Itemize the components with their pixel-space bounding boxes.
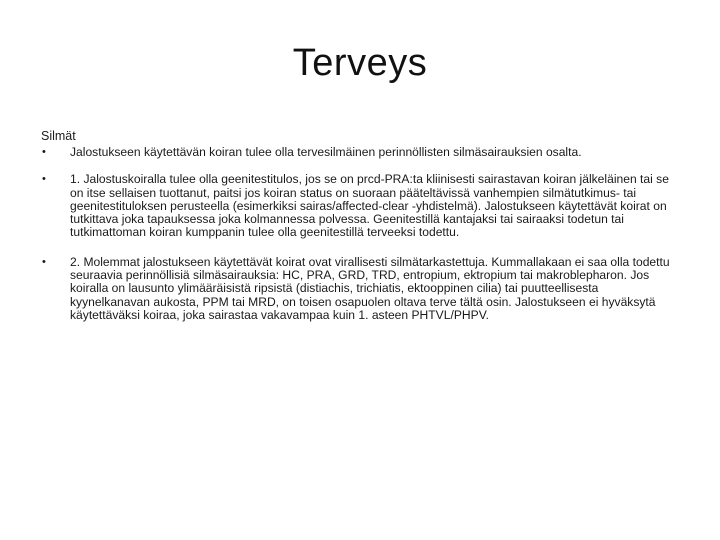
- bullet-text: Jalostukseen käytettävän koiran tulee olla tervesilmäinen perinnöllisten silmäsairauksien osalta.: [70, 145, 582, 159]
- slide-title: Terveys: [292, 42, 428, 84]
- bullet-text: 1. Jalostuskoiralla tulee olla geenitestitulos, jos se on prcd-PRA:ta kliinisesti sairastavan koiran jälkeläinen tai se on itse sellaisen tuottanut, paitsi jos koiran status on suoraan pääteltävissä vanhempien silmätutkimus- tai geenitestituloksen perusteella (esimerkiksi sairas/affected-clear -yhdistelmä). Jalostukseen käytettävät koirat on tutkittava joka tapauksessa joka kolmannessa polvessa. Geenitestillä kantajaksi tai sairaaksi todetun tai tutkimattoman koiran kumppanin tulee olla geenitestillä terveeksi todettu.: [70, 172, 669, 240]
- bullet-item: [41, 173, 681, 239]
- bullet-item: [41, 256, 681, 322]
- bullet-text: 2. Molemmat jalostukseen käytettävät koirat ovat virallisesti silmätarkastettuja. Kummallakaan ei saa olla todettu seuraavia perinnöllisiä silmäsairauksia: HC, PRA, GRD, TRD, entropium, ektropium tai makroblepharon. Jos koiralla on lausunto ylimääräisistä ripsistä (distiachis, trichiatis, ektooppinen cilia) tai puutteellisesta kyynelkanavan aukosta, PPM tai MRD, on toisen osapuolen oltava terve tältä osin. Jalostukseen ei hyväksytä käytettäväksi koiraa, joka sairastaa vakavampaa kuin 1. asteen PHTVL/PHPV.: [70, 254, 670, 322]
- bullet-icon: •: [42, 173, 46, 186]
- slide-content: [41, 129, 681, 338]
- bullet-icon: •: [42, 146, 46, 158]
- section-heading: Silmät: [41, 129, 76, 143]
- bullet-list: [41, 146, 681, 322]
- bullet-icon: •: [42, 255, 46, 268]
- bullet-item: [41, 146, 681, 159]
